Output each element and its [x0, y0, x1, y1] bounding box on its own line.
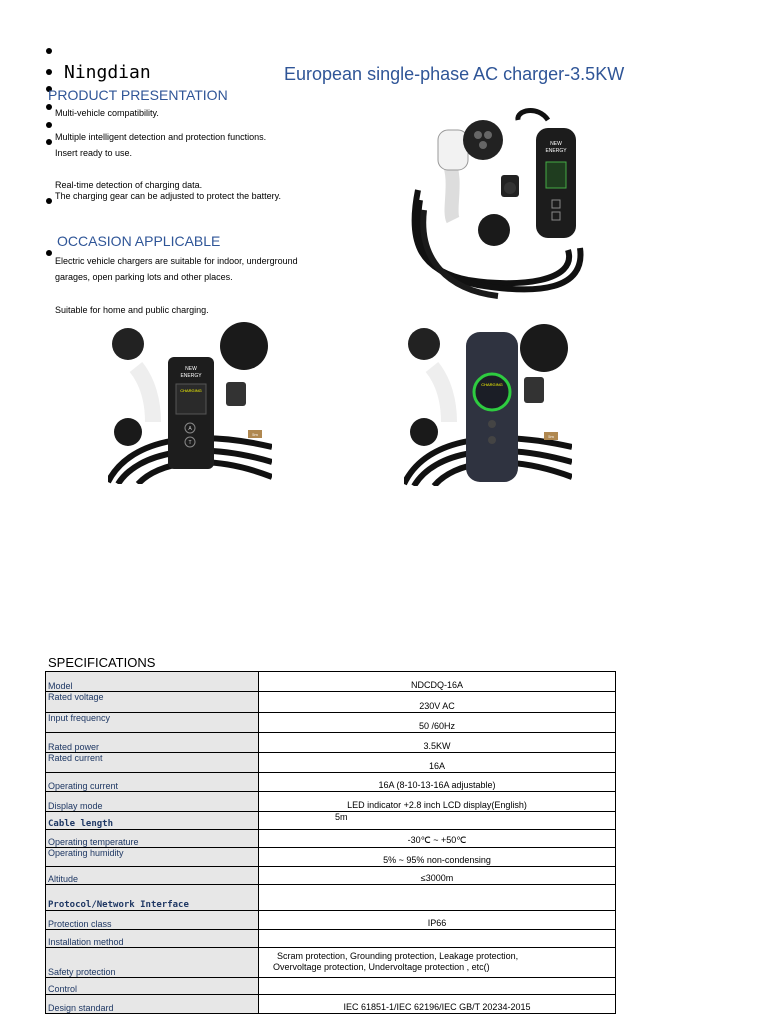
bullet-marker: [46, 250, 52, 256]
spec-value: [259, 978, 616, 995]
occasion-heading: OCCASION APPLICABLE: [57, 233, 221, 249]
button-t-label: T: [188, 440, 192, 446]
table-row: [46, 733, 616, 753]
table-row: [46, 672, 616, 692]
spec-value: [259, 885, 616, 911]
spec-value: LED indicator +2.8 inch LCD display(English): [259, 792, 616, 812]
spec-value: 3.5KW: [259, 733, 616, 753]
spec-label: Installation method: [46, 930, 259, 948]
product-line: Multiple intelligent detection and protection functions.: [55, 132, 267, 142]
bullet-marker: [46, 104, 52, 110]
screen-label: CHARGING: [481, 382, 503, 387]
table-row: [46, 830, 616, 848]
unit-brand-label: NEW: [550, 141, 562, 147]
table-row: [46, 885, 616, 911]
unit-brand-label: ENERGY: [545, 148, 567, 154]
spec-value: IP66: [259, 911, 616, 930]
bullet-marker: [46, 198, 52, 204]
screen-label: CHARGING: [180, 388, 202, 393]
table-row: [46, 867, 616, 885]
bullet-marker: [46, 48, 52, 54]
product-line: Real-time detection of charging data.: [55, 180, 203, 190]
spec-value: 5m: [259, 812, 616, 830]
occasion-line: Electric vehicle chargers are suitable for indoor, underground: [55, 256, 298, 266]
product-line: Multi-vehicle compatibility.: [55, 108, 159, 118]
table-row: [46, 978, 616, 995]
spec-label: Operating temperature: [46, 830, 259, 848]
product-line: The charging gear can be adjusted to protect the battery.: [55, 191, 281, 201]
spec-label: Model: [46, 672, 259, 692]
spec-value: ≤3000m: [259, 867, 616, 885]
spec-label: Operating current: [46, 773, 259, 792]
product-photo-right: [404, 322, 572, 486]
spec-value-line: Scram protection, Grounding protection, Leakage protection,: [277, 951, 519, 961]
spec-label: Protection class: [46, 911, 259, 930]
bullet-marker: [46, 69, 52, 75]
spec-label: Altitude: [46, 867, 259, 885]
spec-value: [259, 930, 616, 948]
specs-table: [45, 671, 616, 1014]
table-row: [46, 930, 616, 948]
unit-brand-label: NEW: [185, 366, 197, 372]
page-title: European single-phase AC charger-3.5KW: [284, 64, 625, 84]
table-row: [46, 812, 616, 830]
button-a-label: A: [188, 426, 192, 432]
bullet-marker: [46, 122, 52, 128]
spec-label: Safety protection: [46, 948, 259, 978]
spec-value: 16A: [259, 753, 616, 773]
table-row: [46, 692, 616, 713]
brand-name: Ningdian: [64, 62, 151, 83]
table-row: [46, 773, 616, 792]
spec-label: Operating humidity: [46, 848, 259, 867]
product-line: Insert ready to use.: [55, 148, 133, 158]
table-row: [46, 911, 616, 930]
spec-value-multiline: [259, 948, 616, 978]
spec-value-line: Overvoltage protection, Undervoltage protection , etc(): [273, 962, 490, 972]
spec-label: Rated voltage: [46, 692, 259, 713]
table-row: [46, 792, 616, 812]
table-row: [46, 995, 616, 1014]
table-row: [46, 948, 616, 978]
spec-value: 16A (8-10-13-16A adjustable): [259, 773, 616, 792]
spec-label: Input frequency: [46, 713, 259, 733]
spec-label: Cable length: [46, 812, 259, 830]
product-photo-left: [108, 322, 272, 484]
spec-label: Design standard: [46, 995, 259, 1014]
product-heading: PRODUCT PRESENTATION: [48, 87, 228, 103]
bullet-marker: [46, 139, 52, 145]
spec-label: Control: [46, 978, 259, 995]
occasion-line: garages, open parking lots and other places.: [55, 272, 233, 282]
spec-value: 230V AC: [259, 692, 616, 713]
spec-value: 5% ~ 95% non-condensing: [259, 848, 616, 867]
unit-brand-label: ENERGY: [180, 373, 202, 379]
spec-value: -30℃ ~ +50℃: [259, 830, 616, 848]
spec-label: Rated power: [46, 733, 259, 753]
table-row: [46, 848, 616, 867]
table-row: [46, 753, 616, 773]
cable-tag-label: 5m: [252, 432, 258, 437]
spec-value: IEC 61851-1/IEC 62196/IEC GB/T 20234-2015: [259, 995, 616, 1014]
spec-label: Protocol/Network Interface: [46, 885, 259, 911]
spec-value: NDCDQ-16A: [259, 672, 616, 692]
table-row: [46, 713, 616, 733]
product-photo-main: [408, 100, 594, 316]
occasion-line: Suitable for home and public charging.: [55, 305, 209, 315]
cable-tag-label: 5m: [548, 434, 554, 439]
spec-value: 50 /60Hz: [259, 713, 616, 733]
specs-heading: SPECIFICATIONS: [48, 655, 156, 670]
spec-label: Rated current: [46, 753, 259, 773]
spec-label: Display mode: [46, 792, 259, 812]
